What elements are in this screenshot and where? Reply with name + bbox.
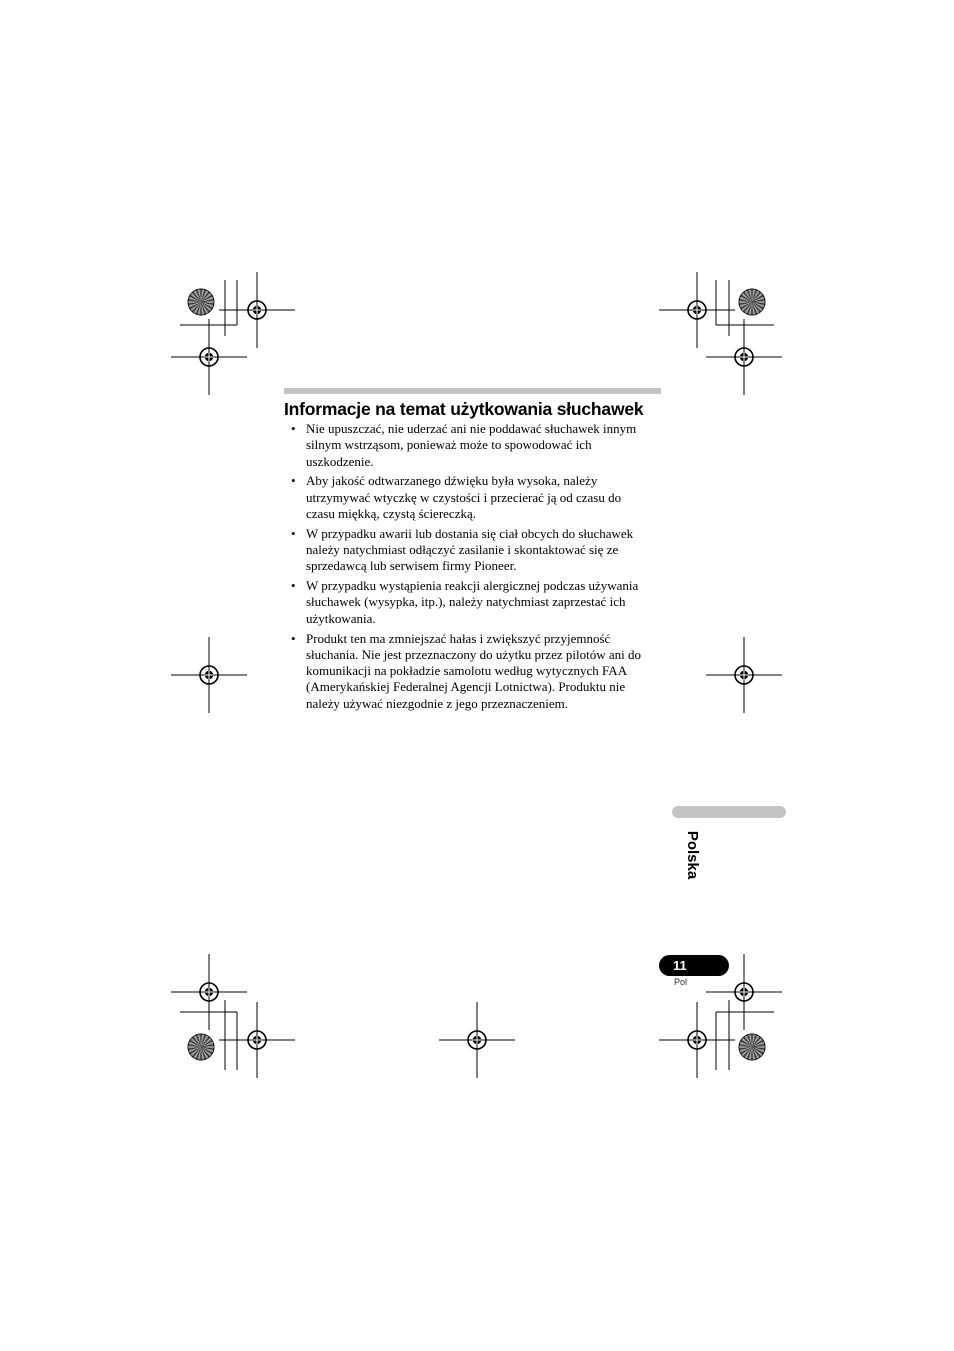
page-number-badge xyxy=(659,955,729,976)
color-check-circle-icon xyxy=(739,1034,765,1060)
heading-bar xyxy=(284,388,661,394)
bullet-icon: • xyxy=(291,578,296,594)
registration-mark-icon xyxy=(219,272,295,348)
registration-mark-icon xyxy=(171,637,247,713)
registration-mark-icon xyxy=(706,319,782,395)
color-check-circle-icon xyxy=(188,289,214,315)
list-item-line: sprzedawcą lub serwisem firmy Pioneer. xyxy=(306,558,517,574)
list-item-line: Nie upuszczać, nie uderzać ani nie poddawać słuchawek innym xyxy=(306,421,637,436)
language-tab-label: Polska xyxy=(684,830,701,880)
registration-mark-icon xyxy=(171,319,247,395)
registration-mark-icon xyxy=(659,1002,735,1078)
language-tab-bar xyxy=(672,806,786,818)
list-item xyxy=(290,578,662,627)
bullet-icon: • xyxy=(291,630,296,646)
section-title: Informacje na temat użytkowania słuchawek xyxy=(284,399,644,419)
registration-mark-icon xyxy=(171,954,247,1030)
list-item-line: (Amerykańskiej Federalnej Agencji Lotnictwa). Produktu nie xyxy=(306,679,626,695)
bullet-icon: • xyxy=(291,421,296,436)
bullet-icon: • xyxy=(291,525,296,541)
list-item xyxy=(290,421,662,470)
list-item-line: komunikacji na pokładzie samolotu według wytycznych FAA xyxy=(306,663,628,679)
list-item xyxy=(290,473,662,522)
registration-mark-icon xyxy=(219,1002,295,1078)
list-item-line: uszkodzenie. xyxy=(306,453,374,469)
list-item xyxy=(290,631,662,712)
list-item-line: należy natychmiast odłączyć zasilanie i skontaktować się ze xyxy=(306,542,619,558)
bullet-icon: • xyxy=(291,473,296,489)
list-item-line: W przypadku awarii lub dostania się ciał obcych do słuchawek xyxy=(306,525,634,541)
list-item xyxy=(290,526,662,575)
color-check-circle-icon xyxy=(188,1034,214,1060)
list-item-line: W przypadku wystąpienia reakcji alergicznej podczas używania xyxy=(306,578,639,594)
color-check-circle-icon xyxy=(739,289,765,315)
list-item-line: Produkt ten ma zmniejszać hałas i zwiększyć przyjemność xyxy=(306,630,611,646)
list-item-line: silnym wstrząsom, ponieważ może to spowodować ich xyxy=(306,437,592,453)
registration-mark-icon xyxy=(439,1002,515,1078)
list-item-line: słuchania. Nie jest przeznaczony do użytku przez pilotów ani do xyxy=(306,646,641,662)
page-language-code: Pol xyxy=(674,977,688,987)
list-item-line: należy używać niezgodnie z jego przeznaczeniem. xyxy=(306,695,569,711)
safety-bullet-list xyxy=(290,421,662,716)
list-item-line: słuchawek (wysypka, itp.), należy natychmiast zaprzestać ich xyxy=(306,594,626,610)
page-number: 11 xyxy=(673,958,687,973)
list-item-line: utrzymywać wtyczkę w czystości i przecierać ją od czasu do xyxy=(306,489,622,505)
list-item-line: czasu miękką, czystą ściereczką. xyxy=(306,505,476,521)
registration-mark-icon xyxy=(706,637,782,713)
list-item-line: użytkowania. xyxy=(306,610,376,626)
registration-mark-icon xyxy=(659,272,735,348)
list-item-line: Aby jakość odtwarzanego dźwięku była wysoka, należy xyxy=(306,473,598,489)
